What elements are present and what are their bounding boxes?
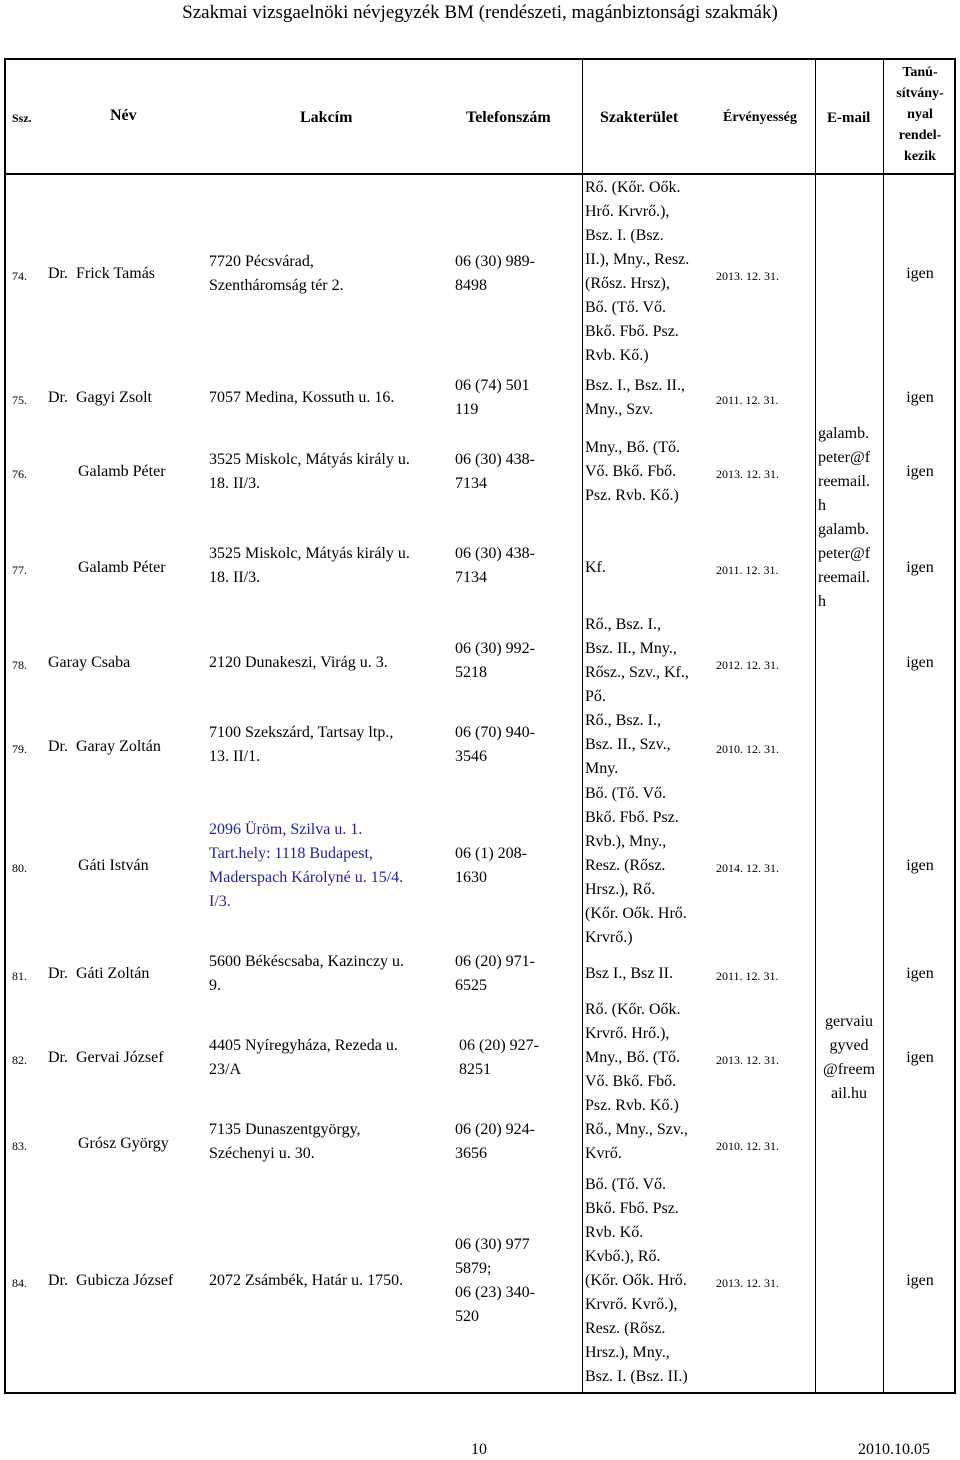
row-82-valid: 2013. 12. 31. <box>716 1053 779 1067</box>
row-82-field: Rő. (Kőr. Oők. Krvrő. Hrő.), Mny., Bő. (Tő. Vő. Bkő. Fbő. Psz. Rvb. Kő.) <box>585 1001 681 1114</box>
header-field: Szakterület <box>600 109 679 126</box>
column-divider-cert-left <box>883 58 884 1394</box>
row-80-cert: igen <box>906 857 934 874</box>
header-divider <box>4 173 956 175</box>
row-76-valid: 2013. 12. 31. <box>716 467 779 481</box>
row-84-ssz: 84. <box>12 1276 27 1290</box>
row-80-address: 2096 Üröm, Szilva u. 1. Tart.hely: 1118 Budapest, Maderspach Károlyné u. 15/4. I/3. <box>209 821 404 910</box>
row-80-ssz: 80. <box>12 861 27 875</box>
row-83-valid: 2010. 12. 31. <box>716 1139 779 1153</box>
row-82-ssz: 82. <box>12 1053 27 1067</box>
row-74-name: Dr. Frick Tamás <box>48 265 156 282</box>
row-77-email: galamb. peter@f reemail. h <box>818 521 871 610</box>
row-79-phone: 06 (70) 940- 3546 <box>455 724 535 765</box>
row-83-ssz: 83. <box>12 1139 27 1153</box>
row-74-address: 7720 Pécsvárad, Szentháromság tér 2. <box>209 253 344 294</box>
row-80-name: Gáti István <box>78 857 149 874</box>
row-84-phone: 06 (30) 977 5879; 06 (23) 340- 520 <box>455 1236 535 1325</box>
row-76-email: galamb. peter@f reemail. h <box>818 425 871 514</box>
row-75-cert: igen <box>906 389 934 406</box>
footer-date: 2010.10.05 <box>858 1441 930 1458</box>
row-80-valid: 2014. 12. 31. <box>716 861 779 875</box>
row-81-field: Bsz I., Bsz II. <box>585 965 673 982</box>
row-82-cert: igen <box>906 1049 934 1066</box>
column-divider-field-left <box>582 58 583 1394</box>
row-75-field: Bsz. I., Bsz. II., Mny., Szv. <box>585 377 685 418</box>
row-78-address: 2120 Dunakeszi, Virág u. 3. <box>209 654 388 671</box>
header-phone: Telefonszám <box>466 109 551 126</box>
row-74-ssz: 74. <box>12 269 27 283</box>
page-number: 10 <box>471 1441 487 1458</box>
row-78-phone: 06 (30) 992- 5218 <box>455 640 535 681</box>
row-76-cert: igen <box>906 463 934 480</box>
header-address: Lakcím <box>300 109 353 126</box>
row-84-name: Dr. Gubicza József <box>48 1272 174 1289</box>
header-certificate: Tanú- sítvány- nyal rendel- kezik <box>896 65 944 164</box>
row-74-phone: 06 (30) 989- 8498 <box>455 253 535 294</box>
row-76-address: 3525 Miskolc, Mátyás király u. 18. II/3. <box>209 451 410 492</box>
row-80-phone: 06 (1) 208- 1630 <box>455 845 527 886</box>
row-78-ssz: 78. <box>12 658 27 672</box>
row-77-phone: 06 (30) 438- 7134 <box>455 545 535 586</box>
row-74-field: Rő. (Kőr. Oők. Hrő. Krvrő.), Bsz. I. (Bsz. II.), Mny., Resz. (Rősz. Hrsz), Bő. (Tő. Vő. Bkő. Fbő. Psz. Rvb. Kő.) <box>585 179 690 364</box>
row-77-valid: 2011. 12. 31. <box>716 563 779 577</box>
row-78-name: Garay Csaba <box>48 654 131 671</box>
row-82-name: Dr. Gervai József <box>48 1049 164 1066</box>
row-83-field: Rő., Mny., Szv., Kvrő. <box>585 1121 688 1162</box>
row-75-valid: 2011. 12. 31. <box>716 393 779 407</box>
row-76-ssz: 76. <box>12 467 27 481</box>
row-84-cert: igen <box>906 1272 934 1289</box>
row-84-valid: 2013. 12. 31. <box>716 1276 779 1290</box>
row-82-address: 4405 Nyíregyháza, Rezeda u. 23/A <box>209 1037 398 1078</box>
row-81-address: 5600 Békéscsaba, Kazinczy u. 9. <box>209 953 405 994</box>
row-74-cert: igen <box>906 265 934 282</box>
row-84-field: Bő. (Tő. Vő. Bkő. Fbő. Psz. Rvb. Kő. Kvbő.), Rő. (Kőr. Oők. Hrő. Krvrő. Kvrő.), Resz. (Rősz. Hrsz.), Mny., Bsz. I. (Bsz. II.) <box>585 1176 688 1385</box>
row-79-name: Dr. Garay Zoltán <box>48 738 161 755</box>
page-title: Szakmai vizsgaelnöki névjegyzék BM (rendészeti, magánbiztonsági szakmák) <box>182 2 778 23</box>
row-82-email: gervaiu gyved @freem ail.hu <box>822 1013 876 1102</box>
row-74-valid: 2013. 12. 31. <box>716 269 779 283</box>
row-81-phone: 06 (20) 971- 6525 <box>455 953 535 994</box>
row-77-field: Kf. <box>585 559 606 576</box>
row-76-phone: 06 (30) 438- 7134 <box>455 451 535 492</box>
row-77-address: 3525 Miskolc, Mátyás király u. 18. II/3. <box>209 545 410 586</box>
row-75-name: Dr. Gagyi Zsolt <box>48 389 152 406</box>
row-76-name: Galamb Péter <box>78 463 166 480</box>
row-75-address: 7057 Medina, Kossuth u. 16. <box>209 389 395 406</box>
row-76-field: Mny., Bő. (Tő. Vő. Bkő. Fbő. Psz. Rvb. Kő.) <box>585 439 680 504</box>
row-80-field: Bő. (Tő. Vő. Bkő. Fbő. Psz. Rvb.), Mny., Resz. (Rősz. Hrsz.), Rő. (Kőr. Oők. Hrő. Krvrő.) <box>585 785 687 946</box>
row-81-cert: igen <box>906 965 934 982</box>
row-77-ssz: 77. <box>12 563 27 577</box>
row-77-cert: igen <box>906 559 934 576</box>
row-83-name: Grósz György <box>78 1135 169 1152</box>
header-email: E-mail <box>827 110 871 126</box>
row-78-cert: igen <box>906 654 934 671</box>
row-75-phone: 06 (74) 501 119 <box>455 377 530 418</box>
row-79-address: 7100 Szekszárd, Tartsay ltp., 13. II/1. <box>209 724 394 765</box>
column-divider-email-left <box>815 58 816 1394</box>
row-81-valid: 2011. 12. 31. <box>716 969 779 983</box>
header-ssz: Ssz. <box>12 111 32 125</box>
row-81-name: Dr. Gáti Zoltán <box>48 965 150 982</box>
row-82-phone: 06 (20) 927- 8251 <box>459 1037 539 1078</box>
row-78-valid: 2012. 12. 31. <box>716 658 779 672</box>
row-77-name: Galamb Péter <box>78 559 166 576</box>
row-75-ssz: 75. <box>12 393 27 407</box>
row-79-valid: 2010. 12. 31. <box>716 742 779 756</box>
row-84-address: 2072 Zsámbék, Határ u. 1750. <box>209 1272 404 1289</box>
row-83-address: 7135 Dunaszentgyörgy, Széchenyi u. 30. <box>209 1121 361 1162</box>
header-validity: Érvényesség <box>723 110 797 125</box>
row-81-ssz: 81. <box>12 969 27 983</box>
header-name: Név <box>110 107 137 124</box>
row-83-phone: 06 (20) 924- 3656 <box>455 1121 535 1162</box>
row-79-ssz: 79. <box>12 742 27 756</box>
row-79-field: Rő., Bsz. I., Bsz. II., Szv., Mny. <box>585 712 671 777</box>
row-78-field: Rő., Bsz. I., Bsz. II., Mny., Rősz., Szv., Kf., Pő. <box>585 616 689 705</box>
